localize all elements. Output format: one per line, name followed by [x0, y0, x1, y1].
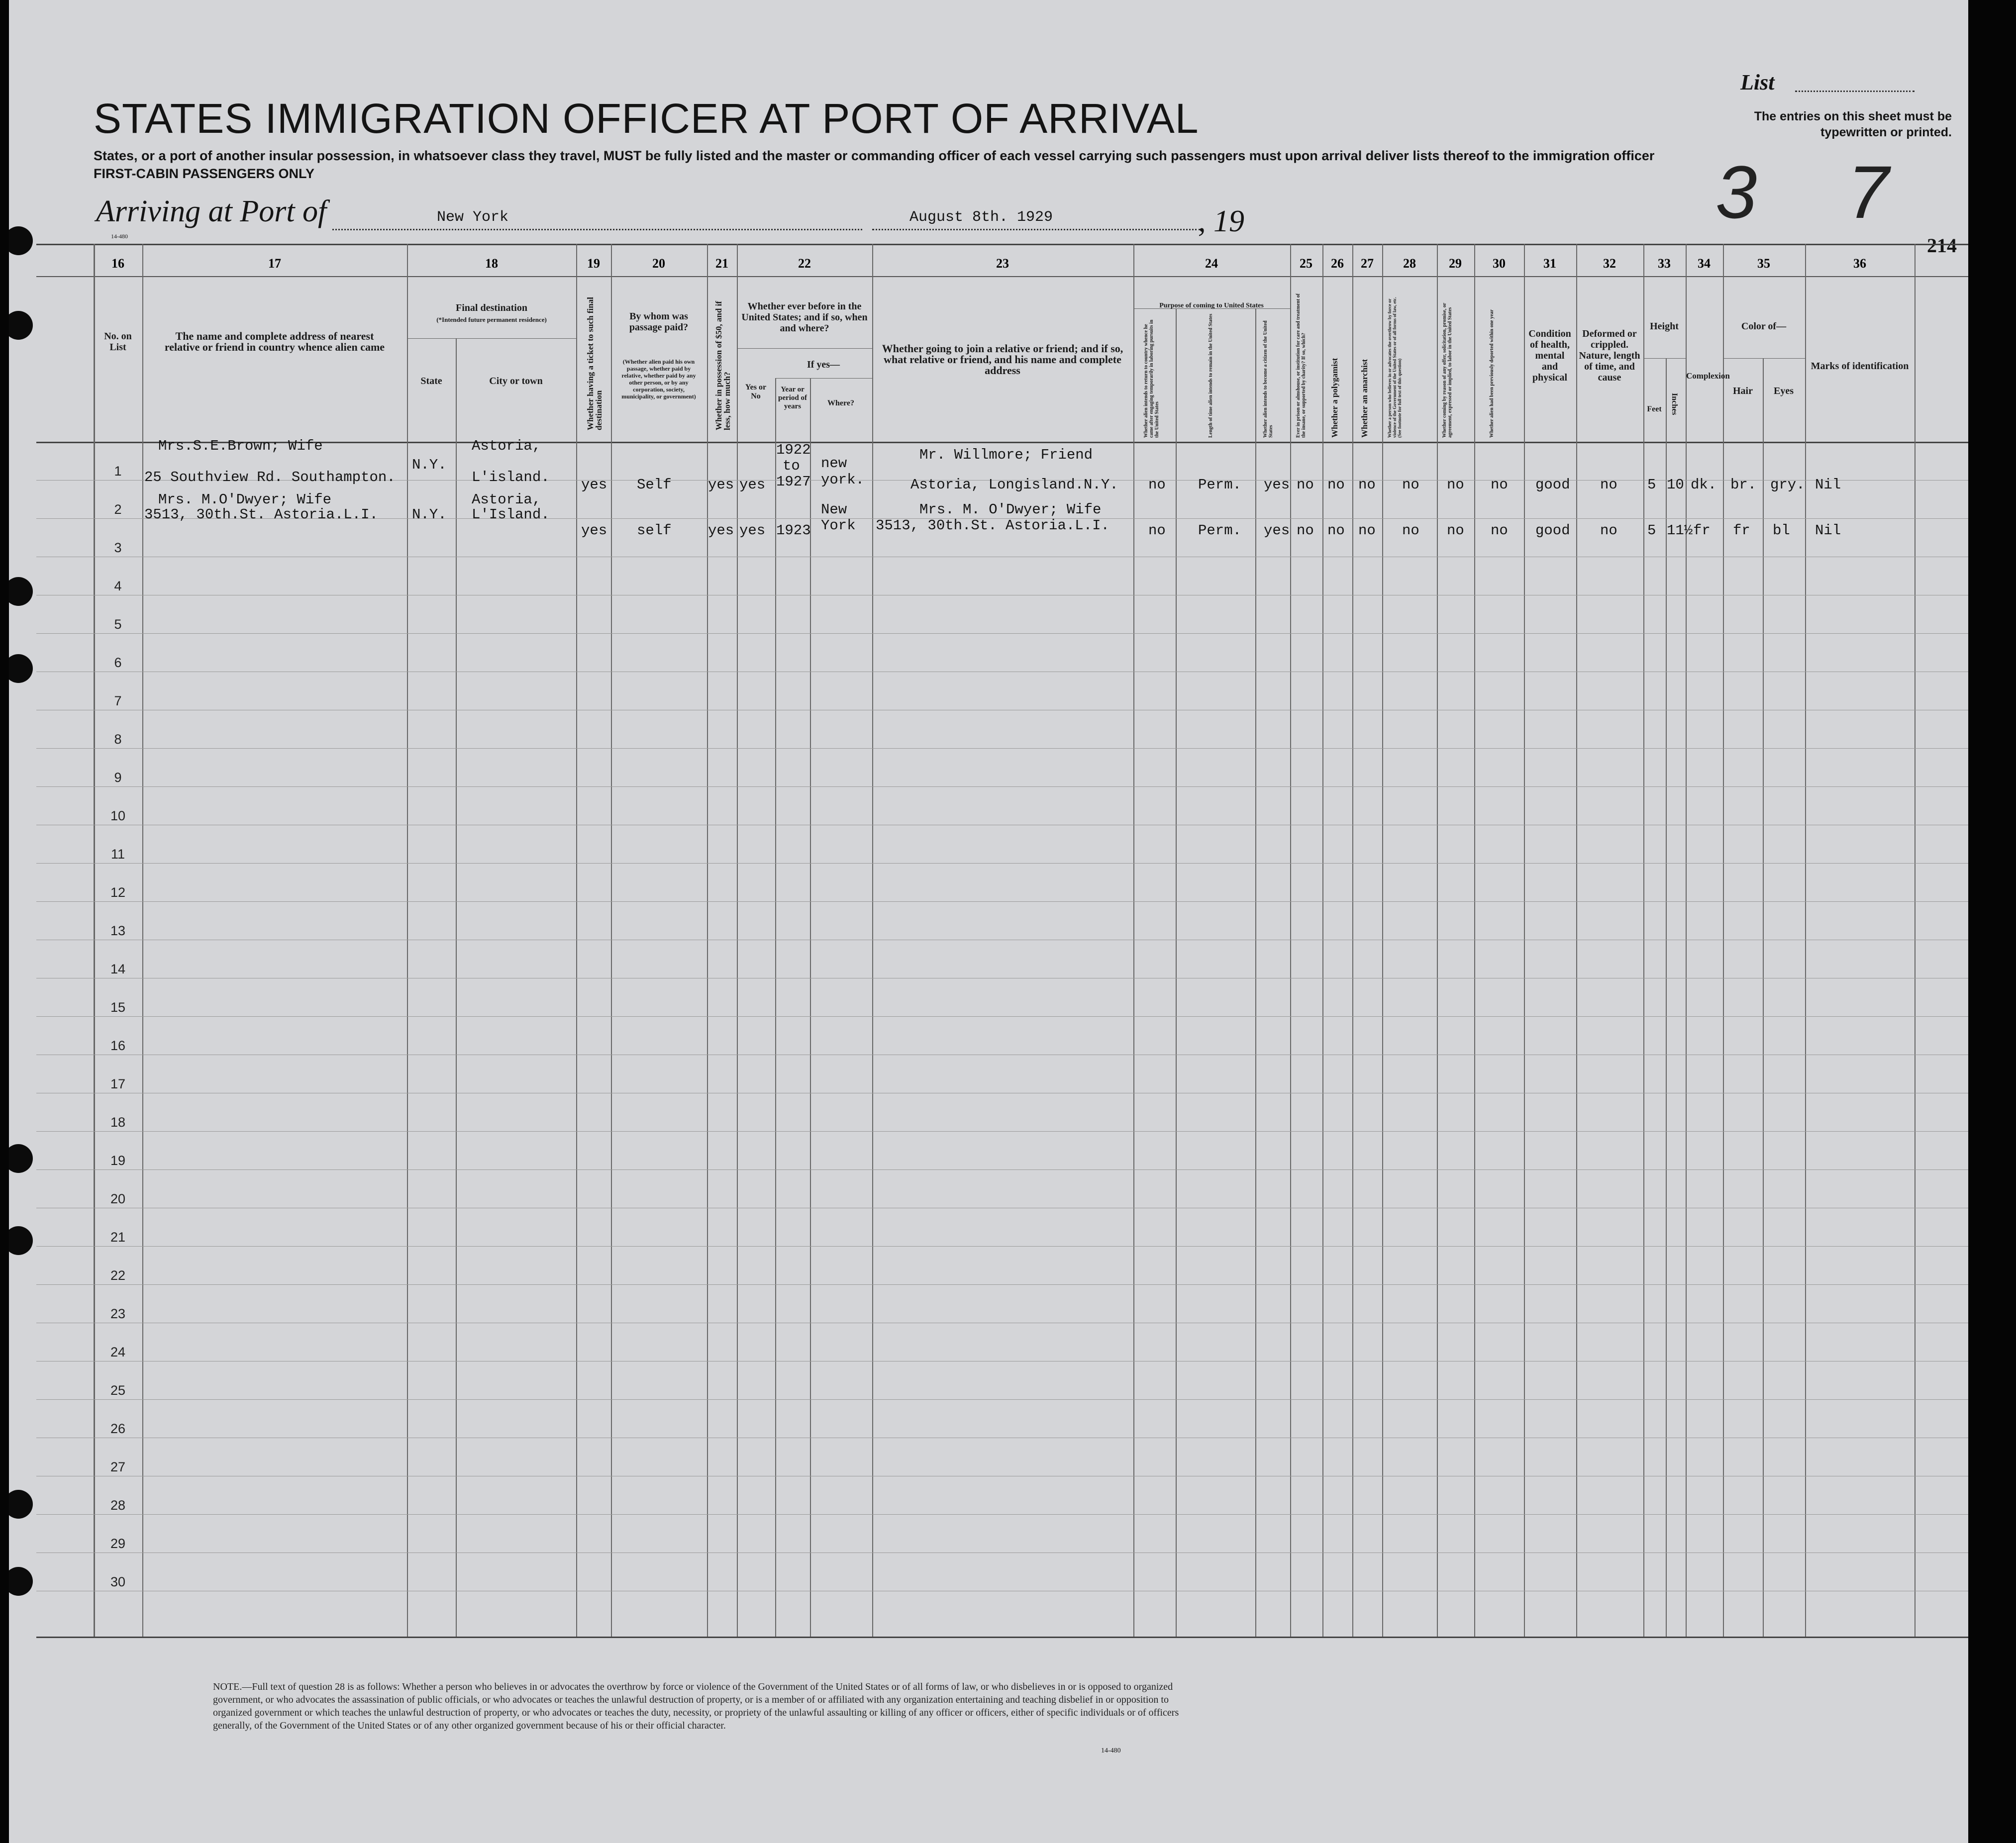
header-health: Condition of health, mental and physical	[1528, 328, 1571, 383]
header-return: Whether alien intends to return to country whence he came after engaging temporarily in laboring pursuits in the United States	[1143, 319, 1160, 438]
q28-value: no	[1402, 522, 1419, 539]
punch-hole	[9, 1567, 33, 1596]
col-num-19: 19	[587, 256, 600, 271]
header-city: City or town	[489, 376, 543, 387]
health-value: good	[1535, 522, 1570, 539]
row-number: 16	[110, 1038, 126, 1053]
col-num-20: 20	[652, 256, 665, 271]
col-line	[142, 244, 143, 1637]
money-value: yes	[708, 522, 734, 539]
col-line	[407, 244, 408, 1637]
header-length: Length of time alien intends to remain in the United States	[1208, 313, 1213, 438]
header-eyes: Eyes	[1774, 386, 1794, 396]
year-suffix: , 19	[1198, 204, 1244, 238]
row-number: 30	[110, 1574, 126, 1589]
row-number: 10	[110, 808, 126, 823]
col-line	[1686, 244, 1687, 1637]
polygamist-value: no	[1327, 522, 1345, 539]
join-address: Astoria, Longisland.N.Y.	[910, 477, 1118, 493]
inches-value: 11½	[1667, 522, 1693, 539]
row-number: 25	[110, 1383, 126, 1398]
header-if-yes: If yes—	[806, 359, 840, 370]
col-num-22: 22	[798, 256, 811, 271]
years-value-2: to	[783, 458, 800, 474]
before-value: yes	[739, 522, 766, 539]
ticket-value: yes	[581, 522, 607, 539]
col-num-31: 31	[1543, 256, 1556, 271]
row-line	[36, 1399, 1968, 1400]
header-state: State	[420, 376, 442, 387]
labor-offer-value: no	[1447, 522, 1464, 539]
years-value: 1922	[776, 442, 811, 458]
row-line	[36, 1284, 1968, 1285]
header-q28: Whether a person who believes in or advocates the overthrow by force or violence of the Government of the United States or of all forms of law, etc. (See footnote for full text of this question)	[1387, 297, 1402, 438]
prison-value: no	[1297, 477, 1314, 493]
punch-hole	[9, 1490, 33, 1519]
header-deformed: Deformed or crippled. Nature, length of time, and cause	[1579, 328, 1640, 383]
row-number: 23	[110, 1306, 126, 1321]
join-name: Mr. Willmore; Friend	[919, 447, 1093, 463]
return-value: no	[1148, 477, 1166, 493]
marks-value: Nil	[1815, 522, 1841, 539]
handwritten-list-number: 3 7	[1715, 150, 1924, 234]
citizen-value: yes	[1264, 477, 1290, 493]
header-join-relative: Whether going to join a relative or friend; and if so, what relative or friend, and his name and complete address	[882, 342, 1123, 377]
col-line	[1290, 244, 1291, 1637]
header-citizen: Whether alien intends to become a citizen of the United States	[1263, 320, 1274, 438]
punch-hole	[9, 1144, 33, 1173]
q28-value: no	[1402, 477, 1419, 493]
before-value: yes	[739, 477, 766, 493]
row-number: 4	[114, 579, 122, 593]
deported-value: no	[1491, 477, 1508, 493]
header-where: Where?	[827, 399, 854, 407]
deformed-value: no	[1600, 477, 1617, 493]
header-purpose: Purpose of coming to United States	[1159, 302, 1264, 309]
row-number: 3	[114, 540, 122, 555]
header-inches: Inches	[1670, 393, 1679, 415]
port-value: New York	[437, 209, 509, 226]
row-number: 29	[110, 1536, 126, 1551]
row-number: 14	[110, 962, 126, 976]
row-number: 28	[110, 1498, 126, 1513]
col-num-23: 23	[996, 256, 1009, 271]
header-color-of: Color of—	[1741, 321, 1787, 332]
ticket-value: yes	[581, 477, 607, 493]
col-line	[1352, 244, 1353, 1637]
header-ticket: Whether having a ticket to such final destination	[586, 297, 604, 430]
citizen-value: yes	[1264, 522, 1290, 539]
length-value: Perm.	[1198, 477, 1242, 493]
row-line	[36, 633, 1968, 634]
deported-value: no	[1491, 522, 1508, 539]
row-line	[36, 748, 1968, 749]
header-final-destination-sub: (*Intended future permanent residence)	[436, 316, 547, 323]
header-relative-address: The name and complete address of nearest relative or friend in country whence alien came	[164, 330, 385, 353]
col-line	[576, 244, 577, 1637]
list-underline	[1795, 91, 1915, 92]
header-polygamist: Whether a polygamist	[1330, 358, 1339, 438]
date-value: August 8th. 1929	[909, 209, 1053, 226]
col-num-36: 36	[1853, 256, 1866, 271]
col-line	[707, 244, 708, 1637]
col-num-16: 16	[111, 256, 124, 271]
return-value: no	[1148, 522, 1166, 539]
header-paid-by: By whom was passage paid?	[629, 311, 689, 333]
feet-value: 5	[1647, 522, 1656, 539]
destination-state: N.Y.	[412, 457, 447, 473]
complexion-value: dk.	[1691, 477, 1717, 493]
intro-text: States, or a port of another insular possession, in whatsoever class they travel, MUST be fully listed and the master or commanding officer of each vessel carrying such passengers must upon arrival deliver lists thereof to the immigration officer	[94, 148, 1655, 163]
col-num-18: 18	[485, 256, 498, 271]
deformed-value: no	[1600, 522, 1617, 539]
punch-hole	[9, 1226, 33, 1255]
destination-city: Astoria,	[472, 491, 541, 508]
header-paid-by-sub: (Whether alien paid his own passage, whether paid by relative, whether paid by any other person, or by any corporation, society, municipality, or government)	[621, 358, 696, 400]
col-line	[1133, 244, 1134, 1637]
where-value-2: York	[821, 517, 856, 534]
col-line	[775, 378, 776, 1637]
col-line	[1382, 244, 1383, 1637]
inches-value: 10	[1667, 477, 1684, 493]
relative-name: Mrs. M.O'Dwyer; Wife	[158, 491, 332, 508]
col-line	[1805, 244, 1806, 1637]
col-num-21: 21	[715, 256, 728, 271]
row-number: 6	[114, 655, 122, 670]
relative-name: Mrs.S.E.Brown; Wife	[158, 438, 323, 454]
row-number: 12	[110, 885, 126, 900]
row-line	[36, 1246, 1968, 1247]
col-num-25: 25	[1300, 256, 1312, 271]
col-num-33: 33	[1658, 256, 1671, 271]
money-value: yes	[708, 477, 734, 493]
col-line	[1723, 244, 1724, 1637]
row-number: 13	[110, 923, 126, 938]
col-line	[1763, 358, 1764, 1637]
punch-hole	[9, 654, 33, 683]
header-prison: Ever in prison or almshouse, or institution for care and treatment of the insane, or supported by charity? If so, which?	[1296, 293, 1307, 438]
health-value: good	[1535, 477, 1570, 493]
row-number: 18	[110, 1115, 126, 1130]
row-number: 17	[110, 1076, 126, 1091]
join-name: Mrs. M. O'Dwyer; Wife	[919, 501, 1102, 518]
number-row-border	[36, 276, 1968, 277]
header-height: Height	[1650, 321, 1679, 332]
relative-address: 3513, 30th.St. Astoria.L.I.	[144, 506, 378, 523]
header-final-destination: Final destination	[456, 302, 527, 313]
col-line	[1643, 244, 1644, 1637]
col-num-29: 29	[1449, 256, 1462, 271]
header-marks: Marks of identification	[1811, 361, 1909, 372]
header-anarchist: Whether an anarchist	[1360, 359, 1369, 438]
row-number: 26	[110, 1421, 126, 1436]
marks-value: Nil	[1815, 477, 1841, 493]
sub-border	[1643, 358, 1686, 359]
eyes-value: bl	[1773, 522, 1790, 539]
sub-border	[737, 348, 872, 349]
destination-city-2: L'island.	[472, 469, 550, 485]
col-line	[1437, 244, 1438, 1637]
paid-by-value: self	[637, 522, 672, 539]
punch-hole	[9, 311, 33, 340]
where-value: new	[821, 455, 847, 472]
header-money: Whether in possession of $50, and if less, how much?	[714, 301, 732, 430]
col-num-17: 17	[268, 256, 281, 271]
years-value: 1923	[776, 522, 811, 539]
labor-offer-value: no	[1447, 477, 1464, 493]
entries-note: The entries on this sheet must be typewritten or printed.	[1754, 109, 1952, 139]
col-line	[872, 244, 873, 1637]
row-line	[36, 1514, 1968, 1515]
header-complexion: Complexion	[1686, 371, 1730, 381]
col-line	[1524, 244, 1525, 1637]
header-hair: Hair	[1733, 386, 1753, 396]
header-labor-offer: Whether coming by reason of any offer, solicitation, promise, or agreement, expressed or implied, to labor in the United States	[1442, 302, 1453, 438]
paid-by-value: Self	[637, 477, 672, 493]
row-line	[36, 901, 1968, 902]
header-no-on-list: No. on List	[104, 331, 132, 353]
col-line	[737, 244, 738, 1637]
destination-city-2: L'Island.	[472, 506, 550, 523]
row-number: 20	[110, 1191, 126, 1206]
hair-value: fr	[1733, 522, 1750, 539]
row-line	[36, 1552, 1968, 1553]
header-feet: Feet	[1647, 405, 1662, 413]
anarchist-value: no	[1358, 477, 1376, 493]
header-deported: Whether alien had been previously deported within one year	[1489, 309, 1495, 438]
col-num-27: 27	[1361, 256, 1374, 271]
punch-hole	[9, 577, 33, 606]
join-address: 3513, 30th.St. Astoria.L.I.	[876, 517, 1109, 534]
row-number: 11	[110, 847, 125, 862]
col-line	[1666, 358, 1667, 1637]
col-line	[1474, 244, 1475, 1637]
prison-value: no	[1297, 522, 1314, 539]
row-number: 2	[114, 502, 122, 517]
col-line	[94, 244, 95, 1637]
col-num-35: 35	[1757, 256, 1770, 271]
footnote-form-code: 14-480	[1101, 1747, 1121, 1754]
row-number: 22	[110, 1268, 126, 1283]
complexion-value: fr	[1693, 522, 1711, 539]
destination-state: N.Y.	[412, 506, 447, 523]
header-year: Year or period of years	[778, 386, 807, 410]
sub-border	[775, 378, 872, 379]
row-number: 5	[114, 617, 122, 632]
col-num-34: 34	[1698, 256, 1711, 271]
row-number: 21	[110, 1230, 126, 1245]
col-line	[456, 338, 457, 1637]
destination-city: Astoria,	[472, 438, 541, 454]
row-number: 7	[114, 693, 122, 708]
table-bottom-border	[36, 1637, 1968, 1638]
col-line	[611, 244, 612, 1637]
where-value: New	[821, 501, 847, 518]
where-value-2: york.	[821, 472, 865, 488]
list-label: List	[1740, 70, 1775, 95]
row-number: 19	[110, 1153, 126, 1168]
eyes-value: gry.	[1770, 477, 1805, 493]
intro-first-cabin: FIRST-CABIN PASSENGERS ONLY	[94, 166, 315, 181]
row-number: 15	[110, 1000, 126, 1015]
col-line	[810, 378, 811, 1637]
row-number: 8	[114, 732, 122, 747]
col-num-30: 30	[1493, 256, 1506, 271]
page-number: 214	[1927, 234, 1957, 257]
polygamist-value: no	[1327, 477, 1345, 493]
page-title: STATES IMMIGRATION OFFICER AT PORT OF ARRIVAL	[94, 95, 1199, 142]
hair-value: br.	[1730, 477, 1757, 493]
col-num-26: 26	[1331, 256, 1344, 271]
col-num-28: 28	[1403, 256, 1416, 271]
row-line	[36, 1169, 1968, 1170]
feet-value: 5	[1647, 477, 1656, 493]
anarchist-value: no	[1358, 522, 1376, 539]
row-line	[36, 1131, 1968, 1132]
relative-address: 25 Southview Rd. Southampton.	[144, 469, 396, 485]
manifest-sheet	[9, 0, 1968, 1843]
col-line	[1576, 244, 1577, 1637]
punch-hole	[9, 226, 33, 255]
arriving-label: Arriving at Port of	[96, 194, 327, 228]
header-before-us: Whether ever before in the United States; and if so, when and where?	[741, 301, 868, 334]
header-yes-no: Yes or No	[745, 383, 767, 400]
years-value-3: 1927	[776, 474, 811, 490]
row-number: 1	[114, 464, 122, 479]
row-number: 27	[110, 1459, 126, 1474]
row-line	[36, 863, 1968, 864]
row-line	[36, 1016, 1968, 1017]
header-bottom-border	[36, 442, 1968, 443]
row-number: 24	[110, 1345, 126, 1359]
sub-border	[1723, 358, 1805, 359]
port-underline	[332, 229, 862, 230]
length-value: Perm.	[1198, 522, 1242, 539]
form-code: 14-480	[111, 233, 128, 240]
col-num-32: 32	[1603, 256, 1616, 271]
date-underline	[872, 229, 1201, 230]
row-line	[36, 786, 1968, 787]
sub-border	[407, 338, 576, 339]
table-top-border	[36, 244, 1968, 245]
col-line	[1322, 244, 1323, 1637]
col-num-24: 24	[1205, 256, 1218, 271]
row-number: 9	[114, 770, 122, 785]
footnote-q28: NOTE.—Full text of question 28 is as follows: Whether a person who believes in or advocates the overthrow by force or violence of the Government of the United States or of all forms of law, or who disbelieves in or is opposed to organized government, or who advocates the assassination of public officials, or who advocates or teaches the unlawful destruction of property, or is a member of or affiliated with any organization entertaining and teaching disbelief in or opposition to organized government or which teaches the unlawful destruction of property, or who advocates or teaches the duty, necessity, or propriety of the unlawful assaulting or killing of any officer or officers, either of specific individuals or of officers generally, of the Government of the United States or of any other organized government because of his or their official character.	[213, 1681, 1179, 1731]
